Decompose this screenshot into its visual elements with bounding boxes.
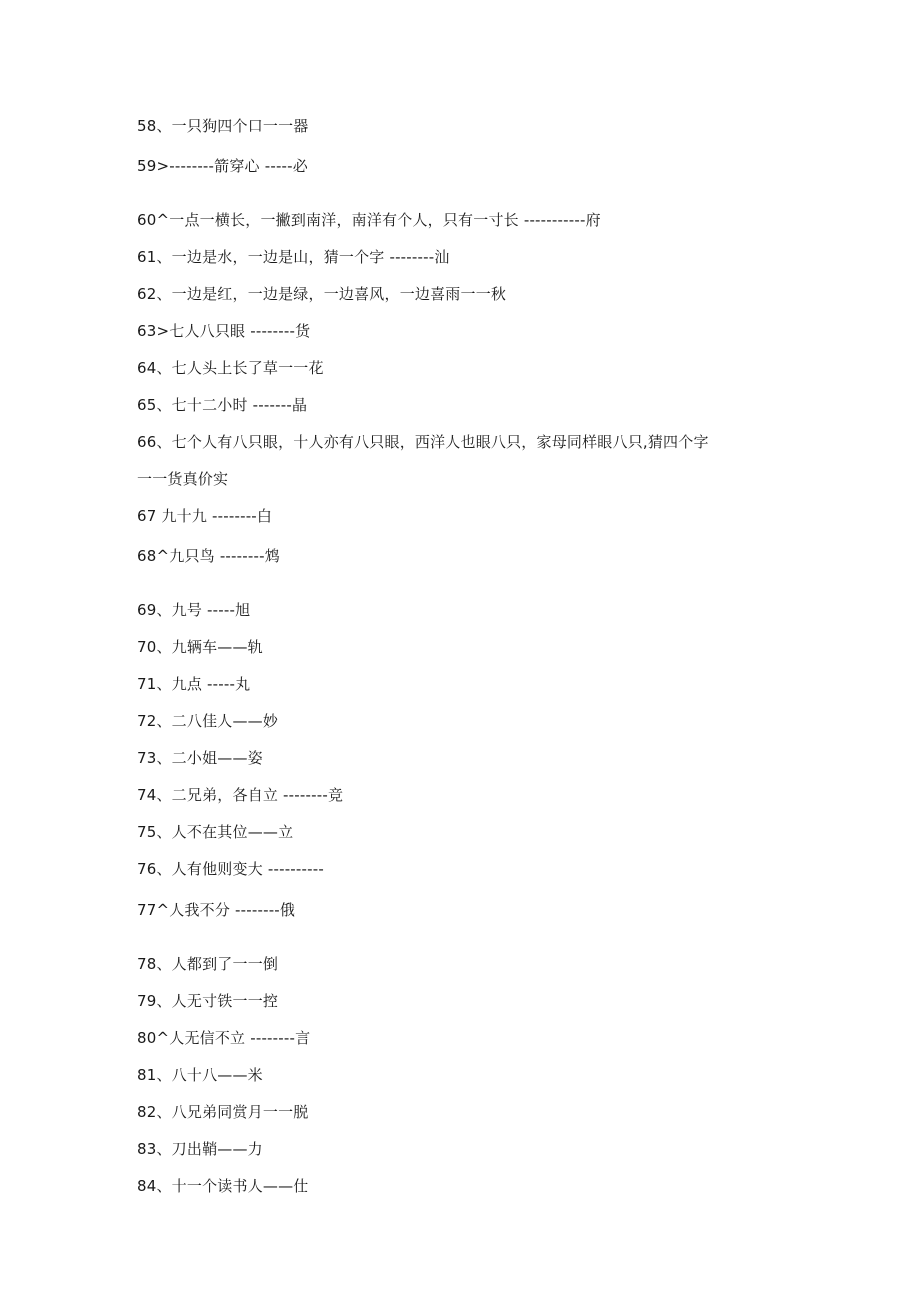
riddle-71: 71、九点 -----丸	[137, 675, 251, 693]
riddle-72: 72、二八佳人——妙	[137, 712, 279, 730]
riddle-64: 64、七人头上长了草一一花	[137, 359, 324, 377]
riddle-74: 74、二兄弟，各自立 --------竞	[137, 786, 344, 804]
riddle-65: 65、七十二小时 -------晶	[137, 396, 308, 414]
riddle-73: 73、二小姐——姿	[137, 749, 263, 767]
riddle-68: 68^九只鸟 --------鸩	[137, 547, 280, 565]
riddle-77: 77^人我不分 --------俄	[137, 901, 296, 919]
riddle-78: 78、人都到了一一倒	[137, 955, 279, 973]
riddle-81: 81、八十八——米	[137, 1066, 263, 1084]
riddle-69: 69、九号 -----旭	[137, 601, 251, 619]
riddle-58: 58、一只狗四个口一一器	[137, 117, 309, 135]
riddle-80: 80^人无信不立 --------言	[137, 1029, 311, 1047]
riddle-59: 59>--------箭穿心 -----必	[137, 157, 308, 175]
riddle-63: 63>七人八只眼 --------货	[137, 322, 311, 340]
riddle-67: 67 九十九 --------白	[137, 507, 273, 525]
riddle-66: 66、七个人有八只眼，十人亦有八只眼，西洋人也眼八只，家母同样眼八只,猜四个字	[137, 433, 709, 451]
riddle-61: 61、一边是水，一边是山，猜一个字 --------汕	[137, 248, 450, 266]
riddle-62: 62、一边是红，一边是绿，一边喜风，一边喜雨一一秋	[137, 285, 507, 303]
riddle-84: 84、十一个读书人——仕	[137, 1177, 309, 1195]
riddle-79: 79、人无寸铁一一控	[137, 992, 279, 1010]
riddle-66-answer: 一一货真价实	[137, 470, 229, 488]
riddle-82: 82、八兄弟同赏月一一脱	[137, 1103, 309, 1121]
riddle-70: 70、九辆车——轨	[137, 638, 263, 656]
riddle-83: 83、刀出鞘——力	[137, 1140, 263, 1158]
riddle-60: 60^一点一横长，一撇到南洋，南洋有个人，只有一寸长 -----------府	[137, 211, 601, 229]
riddle-75: 75、人不在其位——立	[137, 823, 294, 841]
riddle-76: 76、人有他则变大 ----------	[137, 860, 324, 878]
